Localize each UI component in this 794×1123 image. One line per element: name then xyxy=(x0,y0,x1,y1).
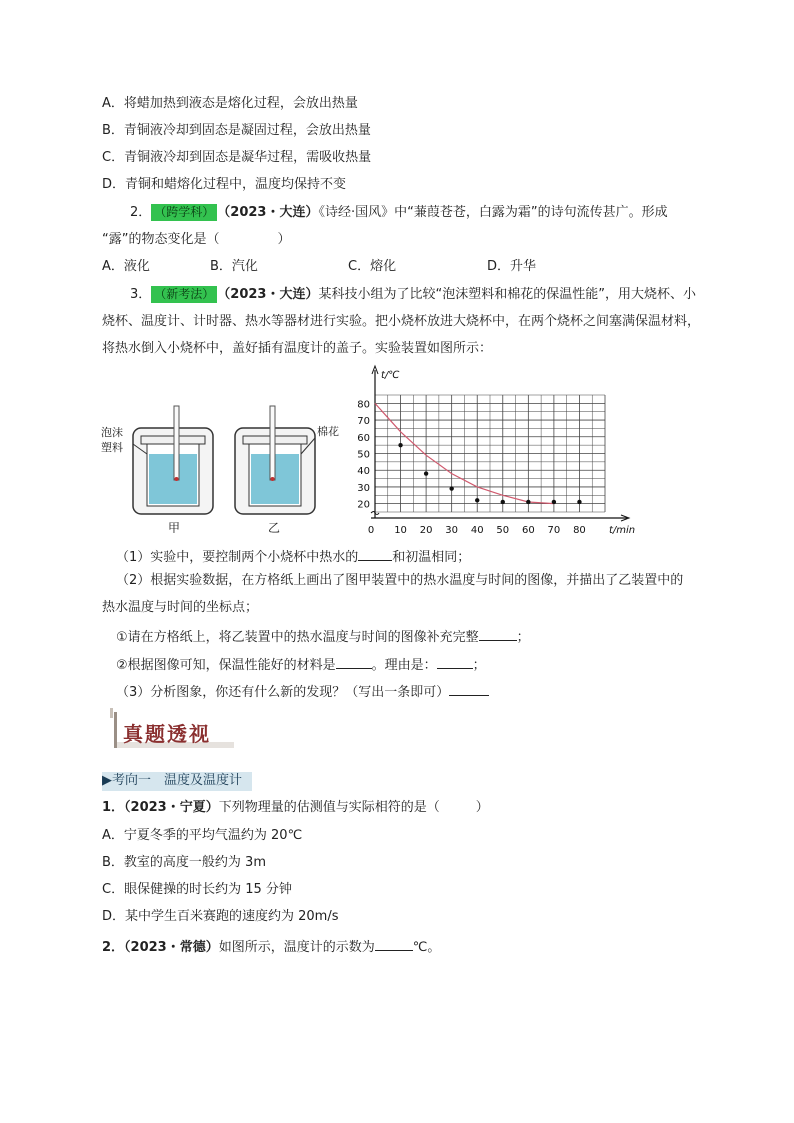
banner-corner xyxy=(110,708,113,718)
answer-blank[interactable] xyxy=(336,654,372,669)
q2-option-b: B．汽化 xyxy=(210,259,258,274)
q2-text2: “露”的物态变化是（ xyxy=(102,232,220,247)
q1-option-c: C．眼保健操的时长约为 15 分钟 xyxy=(102,882,292,897)
q3-sub2c-end: ； xyxy=(516,630,530,645)
beaker-jia xyxy=(133,406,213,514)
q2-line2 xyxy=(102,231,291,249)
q2-option-c: C．熔化 xyxy=(348,259,397,274)
q2-option-d: D．升华 xyxy=(487,259,537,274)
answer-blank[interactable] xyxy=(479,626,517,641)
label-cotton: 棉花 xyxy=(317,425,339,438)
x-axis-label: t/min xyxy=(609,525,636,536)
q3-sub2d-mid: 。理由是： xyxy=(371,658,437,673)
y-tick-label: 20 xyxy=(357,499,370,511)
x-tick-label: 10 xyxy=(394,525,407,536)
q3-sub2d xyxy=(116,654,486,675)
q1-source: （2023・宁夏） xyxy=(124,800,219,815)
q3-number: 3． xyxy=(130,287,152,302)
y-tick-label: 60 xyxy=(357,432,370,444)
y-tick-label: 30 xyxy=(357,482,370,494)
q1-text-end: ） xyxy=(475,800,489,815)
y-axis-label: t/℃ xyxy=(381,370,400,381)
x-tick-label: 70 xyxy=(547,525,561,536)
answer-blank[interactable] xyxy=(358,546,392,561)
y-tick-label: 50 xyxy=(357,449,370,461)
q3-sub3-text: （3）分析图象，你还有什么新的发现？（写出一条即可） xyxy=(116,685,450,700)
q3-sub2d-end: ； xyxy=(472,658,486,673)
data-point-yi xyxy=(449,486,453,490)
q3-source: （2023・大连） xyxy=(217,287,319,302)
q3-sub2c xyxy=(116,626,530,647)
x-tick-label: 60 xyxy=(521,525,535,536)
answer-blank[interactable] xyxy=(437,654,473,669)
q2-line1 xyxy=(130,204,668,222)
q2-source: （2023・大连） xyxy=(217,205,319,220)
x-tick-label: 40 xyxy=(470,525,484,536)
x-tick-label: 30 xyxy=(445,525,459,536)
label-jia: 甲 xyxy=(168,521,181,533)
q3-sub2c-text: ①请在方格纸上，将乙装置中的热水温度与时间的图像补充完整 xyxy=(116,630,479,645)
x-tick-label: 50 xyxy=(496,525,510,536)
q3-text1: 某科技小组为了比较“泡沫塑料和棉花的保温性能”，用大烧杯、小 xyxy=(318,287,696,302)
q3-sub2a: （2）根据实验数据，在方格纸上画出了图甲装置中的热水温度与时间的图像，并描出了乙装置中的 xyxy=(116,573,684,588)
y-tick-label: 80 xyxy=(357,399,370,411)
temperature-time-chart xyxy=(350,362,640,540)
data-point-yi xyxy=(424,471,428,475)
q2b-line xyxy=(102,936,440,957)
label-foam-2: 塑料 xyxy=(101,441,123,454)
data-point-yi xyxy=(552,500,556,504)
option-a: A．将蜡加热到液态是熔化过程，会放出热量 xyxy=(102,96,358,111)
q3-sub2d-text: ②根据图像可知，保温性能好的材料是 xyxy=(116,658,336,673)
label-yi: 乙 xyxy=(268,521,281,533)
section-heading: ▶考向一 温度及温度计 xyxy=(102,773,242,788)
q2-tag: （跨学科） xyxy=(151,204,217,221)
x-tick-label: 80 xyxy=(573,525,586,536)
q1-text: 下列物理量的估测值与实际相符的是（ xyxy=(218,800,440,815)
q2-text2-end: ） xyxy=(277,232,291,247)
q2-number: 2． xyxy=(130,205,152,220)
option-d: D．青铜和蜡熔化过程中，温度均保持不变 xyxy=(102,177,347,192)
q3-sub3 xyxy=(116,681,489,702)
apparatus-figure xyxy=(95,398,355,533)
q1-option-a: A．宁夏冬季的平均气温约为 20℃ xyxy=(102,828,303,843)
answer-blank[interactable] xyxy=(375,936,413,951)
q3-line3: 将热水倒入小烧杯中，盖好插有温度计的盖子。实验装置如图所示： xyxy=(102,341,493,356)
q2b-text: 如图所示，温度计的示数为 xyxy=(218,940,375,955)
q1-option-d: D．某中学生百米赛跑的速度约为 20m/s xyxy=(102,909,339,924)
q3-sub1 xyxy=(116,546,470,567)
option-b: B．青铜液冷却到固态是凝固过程，会放出热量 xyxy=(102,123,371,138)
data-point-yi xyxy=(526,500,530,504)
banner-title: 真题透视 xyxy=(123,722,211,746)
q3-line2: 烧杯、温度计、计时器、热水等器材进行实验。把小烧杯放进大烧杯中，在两个烧杯之间塞满保温材料， xyxy=(102,314,701,329)
q2b-text-end: ℃。 xyxy=(412,940,441,955)
y-tick-label: 70 xyxy=(357,416,370,428)
data-point-yi xyxy=(398,443,402,447)
q1-line xyxy=(102,799,489,817)
q3-tag: （新考法） xyxy=(151,286,217,303)
q1-number: 1． xyxy=(102,800,125,815)
beaker-yi xyxy=(235,406,315,514)
q3-sub1-end: 和初温相同； xyxy=(392,550,471,565)
q2-option-a: A．液化 xyxy=(102,259,150,274)
banner-bar xyxy=(114,712,117,748)
option-c: C．青铜液冷却到固态是凝华过程，需吸收热量 xyxy=(102,150,372,165)
label-foam-1: 泡沫 xyxy=(101,426,123,439)
y-tick-label: 40 xyxy=(357,466,370,478)
data-point-yi xyxy=(475,498,479,502)
q3-line1 xyxy=(130,286,696,304)
q2b-source: （2023・常德） xyxy=(124,940,219,955)
q2-text1: 《诗经·国风》中“蒹葭苍苍，白露为霜”的诗句流传甚广。形成 xyxy=(318,205,668,220)
q2b-number: 2． xyxy=(102,940,125,955)
answer-blank[interactable] xyxy=(449,681,489,696)
q3-sub2b: 热水温度与时间的坐标点； xyxy=(102,600,259,615)
x-tick-label: 0 xyxy=(367,525,375,536)
q1-option-b: B．教室的高度一般约为 3m xyxy=(102,855,266,870)
x-tick-label: 20 xyxy=(419,525,433,536)
data-point-yi xyxy=(501,500,505,504)
q3-sub1-text: （1）实验中，要控制两个小烧杯中热水的 xyxy=(116,550,359,565)
data-point-yi xyxy=(577,500,581,504)
